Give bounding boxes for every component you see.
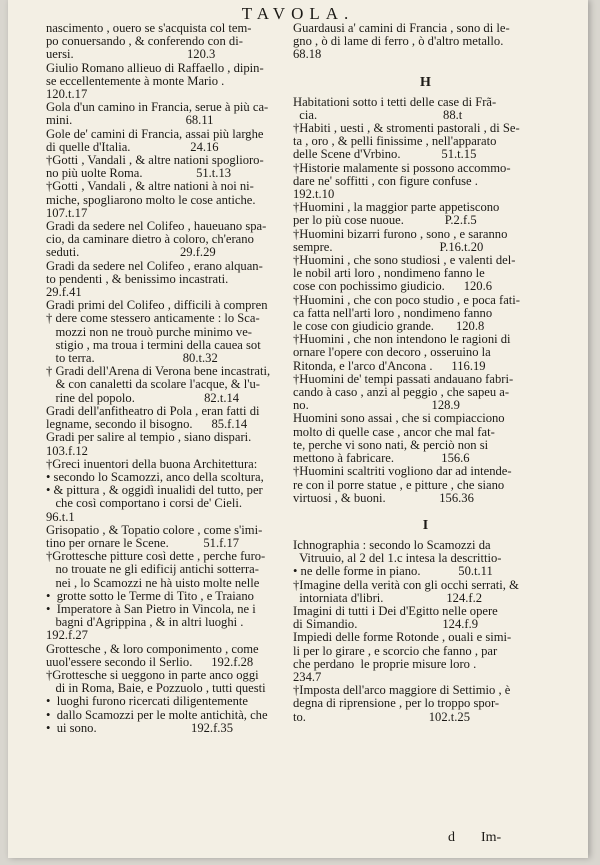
index-line: Gradi da sedere nel Colifeo , haueuano spa- — [46, 219, 267, 234]
index-line: delle Scene d'Vrbino. 51.t.15 — [293, 147, 477, 162]
right-column-top-entries — [293, 22, 558, 62]
index-line: Gole de' camini di Francia, assai più larghe — [46, 126, 264, 141]
index-line: Giulio Romano allieuo di Raffaello , dipin- — [46, 60, 264, 75]
index-line: Vitruuio, al 2 del 1.c intesa la descrittio- — [293, 551, 502, 566]
index-line: 192.f.27 — [46, 628, 88, 643]
index-line: to terra. 80.t.32 — [46, 351, 218, 366]
index-line: †Huomini , che sono studiosi , e valenti del- — [293, 253, 516, 268]
index-line: seduti. 29.f.29 — [46, 245, 216, 260]
index-line: sempre. P.16.t.20 — [293, 239, 484, 254]
index-line: • Imperatore à San Pietro in Vincola, ne i — [46, 601, 256, 616]
index-line: 107.t.17 — [46, 205, 88, 220]
index-line: †Historie malamente si possono accommo- — [293, 160, 511, 175]
spacer — [293, 505, 558, 514]
index-line: †Huomini , che con poco studio , e poca fati- — [293, 292, 520, 307]
index-line: virtuosi , & buoni. 156.36 — [293, 490, 474, 505]
index-line: †Huomini , che non intendono le ragioni di — [293, 332, 511, 347]
index-line: di in Roma, Baie, e Pozzuolo , tutti questi — [46, 681, 266, 696]
index-line: nei , lo Scamozzi ne hà uisto molte nelle — [46, 575, 260, 590]
right-column — [293, 22, 558, 724]
index-line: no trouate ne gli edificij antichi sotterra- — [46, 562, 259, 577]
page-footer — [448, 830, 501, 846]
index-line: Habitationi sotto i tetti delle case di Frã- — [293, 94, 497, 109]
index-line: di Simandio. 124.f.9 — [293, 617, 479, 632]
left-column — [46, 22, 296, 735]
index-line: cando à caso , anzi al peggio , che sapeu a- — [293, 385, 510, 400]
index-line: • grotte sotto le Terme di Tito , e Traiano — [46, 588, 254, 603]
index-line: no più uolte Roma. 51.t.13 — [46, 166, 232, 181]
index-line: †Huomini bizarri furono , sono , e saranno — [293, 226, 508, 241]
index-line: 68.18 — [293, 47, 322, 62]
index-line: †Huomini scaltriti vogliono dar ad intende- — [293, 464, 512, 479]
index-line: re con il porre statue , e pitture , che siano — [293, 477, 505, 492]
index-line: per lo più cose nuoue. P.2.f.5 — [293, 213, 477, 228]
index-line: mozzi non ne trouò purche minimo ve- — [46, 324, 252, 339]
index-line: Gradi da sedere nel Colifeo , erano alquan- — [46, 258, 263, 273]
index-line: dare ne' soffitti , con figure confuse . — [293, 173, 478, 188]
index-line: intorniata d'libri. 124.f.2 — [293, 590, 483, 605]
index-line: miche, spogliarono molto le cose antiche. — [46, 192, 256, 207]
index-line: le nobil arti loro , nondimeno fanno le — [293, 266, 485, 281]
spacer — [293, 62, 558, 71]
section-h-entries — [293, 96, 558, 505]
catchword: Im- — [481, 830, 502, 845]
index-line: to. 102.t.25 — [293, 709, 471, 724]
index-line: Grisopatio , & Topatio colore , come s'imi- — [46, 522, 263, 537]
index-line: †Huomini de' tempi passati andauano fabri- — [293, 371, 514, 386]
index-line: se eccellentemente à monte Mario . — [46, 73, 225, 88]
index-line: †Greci inuentori della buona Architettura: — [46, 456, 258, 471]
index-line: †Habiti , uesti , & stromenti pastorali , di Se- — [293, 121, 520, 136]
index-line: ca fatta nell'arti loro , nondimeno fanno — [293, 305, 493, 320]
index-line: Gradi per salire al tempio , siano dispari. — [46, 430, 252, 445]
index-line: 103.f.12 — [46, 443, 88, 458]
index-line: li per lo girare , e scorcio che fanno , par — [293, 643, 498, 658]
index-line: • ne delle forme in piano. 50.t.11 — [293, 564, 493, 579]
index-line: po conuersando , & conferendo con di- — [46, 34, 243, 49]
index-line: cia. 88.t — [293, 107, 463, 122]
index-line: † Gradi dell'Arena di Verona bene incastrati, — [46, 364, 271, 379]
index-line: Grottesche , & loro componimento , come — [46, 641, 259, 656]
index-line: †Grottesche pitture così dette , perche furo- — [46, 549, 266, 564]
index-line: gno , ò di lame di ferro , ò d'altro metallo. — [293, 34, 504, 49]
index-line: di quelle d'Italia. 24.16 — [46, 139, 219, 154]
index-line: che così comportano i corsi de' Cieli. — [46, 496, 243, 511]
running-header: TAVOLA. — [241, 4, 355, 23]
index-line: • secondo lo Scamozzi, anco della scoltura, — [46, 469, 264, 484]
index-line: Ichnographia : secondo lo Scamozzi da — [293, 537, 491, 552]
index-line: 96.t.1 — [46, 509, 75, 524]
index-line: nascimento , ouero se s'acquista col tem- — [46, 21, 252, 35]
index-line: ornare l'opere con decoro , osseruino la — [293, 345, 491, 360]
section-letter-h: H — [420, 74, 431, 90]
section-letter-i: I — [422, 517, 429, 533]
index-line: & con canaletti da scolare l'acque, & l'u- — [46, 377, 260, 392]
index-line: 29.f.41 — [46, 285, 82, 300]
index-line: ta , oro , & pelli finissime , nell'apparato — [293, 134, 497, 149]
index-line: †Imagine della verità con gli occhi serrati, & — [293, 577, 519, 592]
index-line: †Imposta dell'arco maggiore di Settimio , è — [293, 683, 511, 698]
index-line: degna di riprensione , per lo troppo spor- — [293, 696, 500, 711]
index-line: uersi. 120.3 — [46, 47, 216, 62]
index-line: Gradi primi del Colifeo , difficili à compren — [46, 298, 268, 313]
index-line: †Gotti , Vandali , & altre nationi spoglioro- — [46, 153, 264, 168]
index-line: †Grottesche si ueggono in parte anco oggi — [46, 667, 259, 682]
index-line: Ritonda, e l'arco d'Ancona . 116.19 — [293, 358, 486, 373]
index-line: Imagini di tutti i Dei d'Egitto nelle opere — [293, 603, 498, 618]
index-line: • ui sono. 192.f.35 — [46, 720, 234, 735]
index-line: Gola d'un camino in Francia, serue à più ca- — [46, 100, 269, 115]
index-line: Huomini sono assai , che si compiacciono — [293, 411, 505, 426]
index-line: † dere come stessero anticamente : lo Sca- — [46, 311, 260, 326]
index-line: te, perche vi sono nati, & perciò non si — [293, 437, 489, 452]
index-line: • luoghi furono ricercati diligentemente — [46, 694, 248, 709]
index-line: no. 128.9 — [293, 398, 460, 413]
index-line: Guardausi a' camini di Francia , sono di le- — [293, 21, 510, 35]
index-line: Impiedi delle forme Rotonde , ouali e simi- — [293, 630, 512, 645]
index-line: bagni d'Agrippina , & in altri luoghi . — [46, 615, 244, 630]
index-line: le cose con giudicio grande. 120.8 — [293, 319, 485, 334]
index-line: tino per ornare le Scene. 51.f.17 — [46, 535, 240, 550]
index-line: to pendenti , & benissimo incastrati. — [46, 271, 229, 286]
index-line: rine del popolo. 82.t.14 — [46, 390, 240, 405]
index-line: 234.7 — [293, 669, 322, 684]
index-line: molto di quelle case , ancor che mal fat- — [293, 424, 495, 439]
index-line: Gradi dell'anfitheatro di Pola , eran fatti di — [46, 403, 260, 418]
index-line: che perdano le proprie misure loro . — [293, 656, 477, 671]
index-line: mini. 68.11 — [46, 113, 214, 128]
index-line: cose con pochissimo giudicio. 120.6 — [293, 279, 493, 294]
signature-mark: d — [448, 830, 455, 845]
index-line: †Huomini , la maggior parte appetiscono — [293, 200, 500, 215]
index-line: cio, da caminare dietro à coloro, ch'erano — [46, 232, 254, 247]
book-page — [8, 0, 588, 858]
index-line: 192.t.10 — [293, 187, 335, 202]
index-line: 120.t.17 — [46, 87, 88, 102]
section-i-entries — [293, 539, 558, 724]
index-line: stigio , ma troua i termini della cauea sot — [46, 337, 261, 352]
index-line: • dallo Scamozzi per le molte antichità, che — [46, 707, 268, 722]
index-line: • & pittura , & oggidì inualidi del tutto, per — [46, 483, 263, 498]
index-line: mettono à fabricare. 156.6 — [293, 451, 470, 466]
index-line: legname, secondo il bisogno. 85.f.14 — [46, 417, 248, 432]
index-line: †Gotti , Vandali , & altre nationi à noi ni- — [46, 179, 254, 194]
index-line: uuol'essere secondo il Serlio. 192.f.28 — [46, 654, 254, 669]
